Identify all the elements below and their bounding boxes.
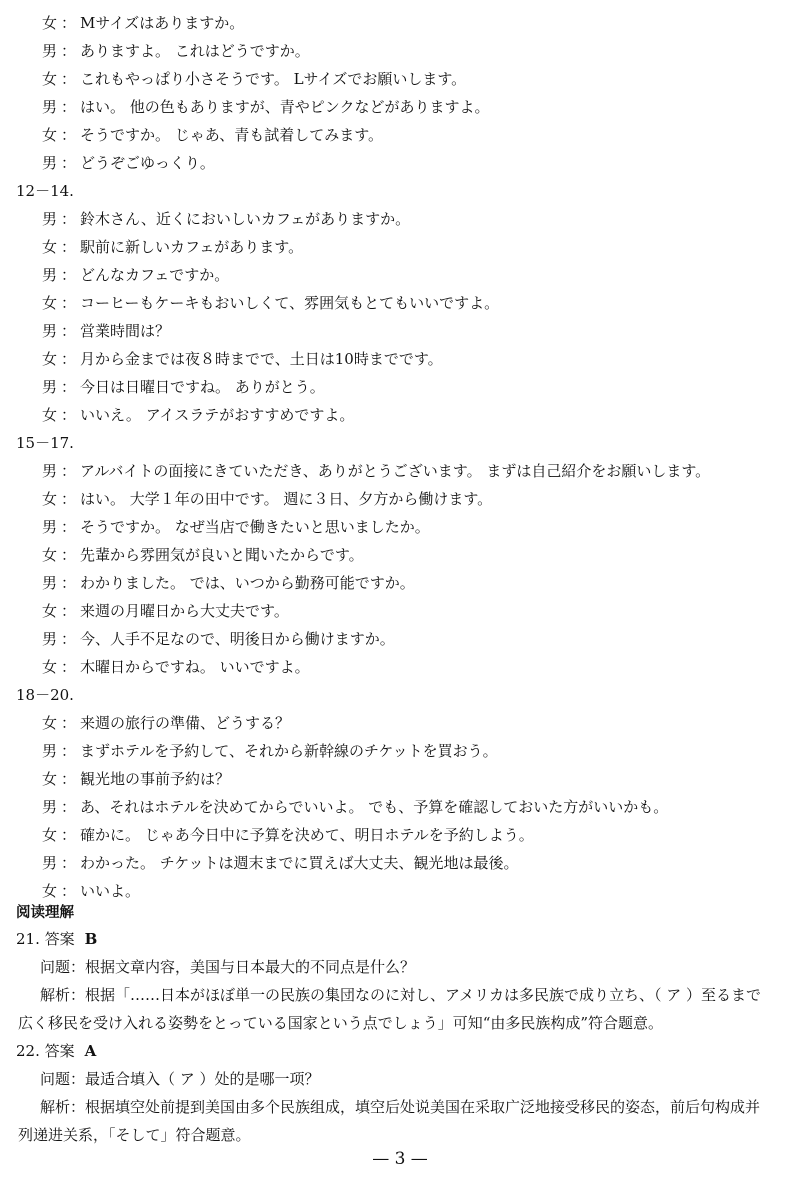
dialogue-line [42, 629, 395, 649]
colon: ： [61, 70, 77, 88]
dialogue-line [42, 405, 354, 425]
colon: ： [61, 490, 77, 508]
colon: ： [61, 42, 77, 60]
dialogue-text: どんなカフェですか。 [80, 266, 230, 284]
colon: ： [61, 630, 77, 648]
speaker-label: 男 [42, 98, 58, 116]
speaker-label: 女 [42, 546, 58, 564]
dialogue-text: 木曜日からですね。 いいですよ。 [80, 658, 310, 676]
colon: ： [61, 798, 77, 816]
question-21-header [16, 929, 97, 949]
colon: ： [61, 714, 77, 732]
dialogue-line [42, 265, 229, 285]
section-header: 15－17. [16, 434, 74, 452]
question-22-prompt: 问题：最适合填入（ ア ）处的是哪一项？ [40, 1070, 320, 1088]
dialogue-text: 観光地の事前予約は？ [80, 770, 231, 788]
dialogue-line [42, 237, 303, 257]
colon: ： [61, 574, 77, 592]
speaker-label: 男 [42, 378, 58, 396]
speaker-label: 男 [42, 210, 58, 228]
question-number: 21. 答案 [16, 930, 75, 948]
colon: ： [61, 210, 77, 228]
question-22-header [16, 1041, 96, 1061]
dialogue-line [42, 825, 534, 845]
speaker-label: 女 [42, 490, 58, 508]
dialogue-line [42, 881, 140, 901]
speaker-label: 女 [42, 826, 58, 844]
dialogue-line [42, 13, 244, 33]
colon: ： [61, 322, 77, 340]
colon: ： [61, 854, 77, 872]
speaker-label: 女 [42, 238, 58, 256]
dialogue-line [42, 741, 498, 761]
colon: ： [61, 518, 77, 536]
dialogue-text: 鈴木さん、近くにおいしいカフェがありますか。 [80, 210, 411, 228]
dialogue-text: いいえ。 アイスラテがおすすめですよ。 [80, 406, 355, 424]
colon: ： [61, 378, 77, 396]
dialogue-text: 駅前に新しいカフェがあります。 [80, 238, 304, 256]
dialogue-line [42, 125, 383, 145]
dialogue-text: わかりました。 では、いつから勤務可能ですか。 [80, 574, 415, 592]
dialogue-line [42, 517, 430, 537]
question-22-analysis: 解析：根据填空处前提到美国由多个民族组成，填空后处说美国在采取广泛地接受移民的姿态，前后句构成并 [40, 1098, 761, 1116]
dialogue-text: そうですか。 じゃあ、青も試着してみます。 [80, 126, 384, 144]
colon: ： [61, 98, 77, 116]
dialogue-line [42, 657, 310, 677]
colon: ： [61, 546, 77, 564]
question-22-analysis-cont: 列递进关系，「そして」符合题意。 [18, 1126, 251, 1144]
speaker-label: 男 [42, 798, 58, 816]
reading-section-title: 阅读理解 [16, 905, 74, 921]
speaker-label: 女 [42, 882, 58, 900]
speaker-label: 男 [42, 462, 58, 480]
speaker-label: 男 [42, 518, 58, 536]
dialogue-line [42, 545, 364, 565]
speaker-label: 女 [42, 602, 58, 620]
colon: ： [61, 126, 77, 144]
question-number: 22. 答案 [16, 1042, 75, 1060]
dialogue-text: 来週の旅行の準備、どうする？ [80, 714, 291, 732]
dialogue-text: どうぞごゆっくり。 [80, 154, 215, 172]
speaker-label: 女 [42, 770, 58, 788]
dialogue-text: 今、人手不足なので、明後日から働けますか。 [80, 630, 395, 648]
colon: ： [61, 462, 77, 480]
speaker-label: 女 [42, 70, 58, 88]
colon: ： [61, 826, 77, 844]
dialogue-text: 確かに。 じゃあ今日中に予算を決めて、明日ホテルを予約しよう。 [80, 826, 534, 844]
speaker-label: 男 [42, 266, 58, 284]
dialogue-line [42, 713, 290, 733]
speaker-label: 男 [42, 322, 58, 340]
dialogue-text: はい。 他の色もありますが、青やピンクなどがありますよ。 [80, 98, 490, 116]
colon: ： [61, 742, 77, 760]
speaker-label: 男 [42, 630, 58, 648]
dialogue-line [42, 377, 325, 397]
speaker-label: 女 [42, 126, 58, 144]
dialogue-line [42, 69, 466, 89]
colon: ： [61, 350, 77, 368]
speaker-label: 女 [42, 14, 58, 32]
colon: ： [61, 266, 77, 284]
dialogue-text: Mサイズはありますか。 [80, 14, 245, 32]
answer-letter: A [84, 1042, 97, 1060]
speaker-label: 女 [42, 350, 58, 368]
colon: ： [61, 406, 77, 424]
colon: ： [61, 770, 77, 788]
dialogue-text: 月から金までは夜８時までで、土日は10時までです。 [80, 350, 443, 368]
speaker-label: 女 [42, 294, 58, 312]
colon: ： [61, 14, 77, 32]
dialogue-text: あ、それはホテルを決めてからでいいよ。 でも、予算を確認しておいた方がいいかも。 [80, 798, 669, 816]
dialogue-text: コーヒーもケーキもおいしくて、雰囲気もとてもいいですよ。 [80, 294, 500, 312]
dialogue-line [42, 321, 170, 341]
colon: ： [61, 238, 77, 256]
dialogue-line [42, 489, 492, 509]
speaker-label: 男 [42, 742, 58, 760]
dialogue-text: 来週の月曜日から大丈夫です。 [80, 602, 289, 620]
colon: ： [61, 882, 77, 900]
dialogue-line [42, 153, 215, 173]
colon: ： [61, 294, 77, 312]
dialogue-text: アルバイトの面接にきていただき、ありがとうございます。 まずは自己紹介をお願いします。 [80, 462, 711, 480]
speaker-label: 女 [42, 658, 58, 676]
speaker-label: 女 [42, 406, 58, 424]
question-21-analysis-cont: 広く移民を受け入れる姿勢をとっている国家という点でしょう」可知“由多民族构成”符合题意。 [18, 1014, 664, 1032]
colon: ： [61, 602, 77, 620]
dialogue-text: そうですか。 なぜ当店で働きたいと思いましたか。 [80, 518, 430, 536]
speaker-label: 男 [42, 154, 58, 172]
speaker-label: 女 [42, 714, 58, 732]
dialogue-line [42, 41, 310, 61]
dialogue-text: はい。 大学１年の田中です。 週に３日、夕方から働けます。 [80, 490, 493, 508]
speaker-label: 男 [42, 854, 58, 872]
dialogue-text: ありますよ。 これはどうですか。 [80, 42, 310, 60]
section-header: 18－20. [16, 686, 74, 704]
dialogue-text: 先輩から雰囲気が良いと聞いたからです。 [80, 546, 364, 564]
dialogue-text: まずホテルを予約して、それから新幹線のチケットを買おう。 [80, 742, 498, 760]
dialogue-line [42, 461, 710, 481]
dialogue-line [42, 573, 415, 593]
page-number: — 3 — [372, 1149, 428, 1169]
colon: ： [61, 154, 77, 172]
dialogue-line [42, 853, 518, 873]
dialogue-line [42, 209, 410, 229]
dialogue-text: わかった。 チケットは週末までに買えば大丈夫、観光地は最後。 [80, 854, 519, 872]
dialogue-text: これもやっぱり小さそうです。 Lサイズでお願いします。 [80, 70, 467, 88]
dialogue-line [42, 293, 499, 313]
dialogue-line [42, 769, 230, 789]
dialogue-text: 営業時間は？ [80, 322, 171, 340]
dialogue-line [42, 349, 443, 369]
dialogue-line [42, 97, 490, 117]
section-header: 12－14. [16, 182, 74, 200]
colon: ： [61, 658, 77, 676]
question-21-analysis: 解析：根据「……日本がほぼ単一の民族の集団なのに対し、アメリカは多民族で成り立ち、（ ア ）至るまで [40, 986, 761, 1004]
dialogue-line [42, 797, 668, 817]
dialogue-text: 今日は日曜日ですね。 ありがとう。 [80, 378, 325, 396]
dialogue-line [42, 601, 289, 621]
speaker-label: 男 [42, 42, 58, 60]
speaker-label: 男 [42, 574, 58, 592]
question-21-prompt: 问题：根据文章内容，美国与日本最大的不同点是什么？ [40, 958, 416, 976]
answer-letter: B [84, 930, 98, 948]
dialogue-text: いいよ。 [80, 882, 141, 900]
